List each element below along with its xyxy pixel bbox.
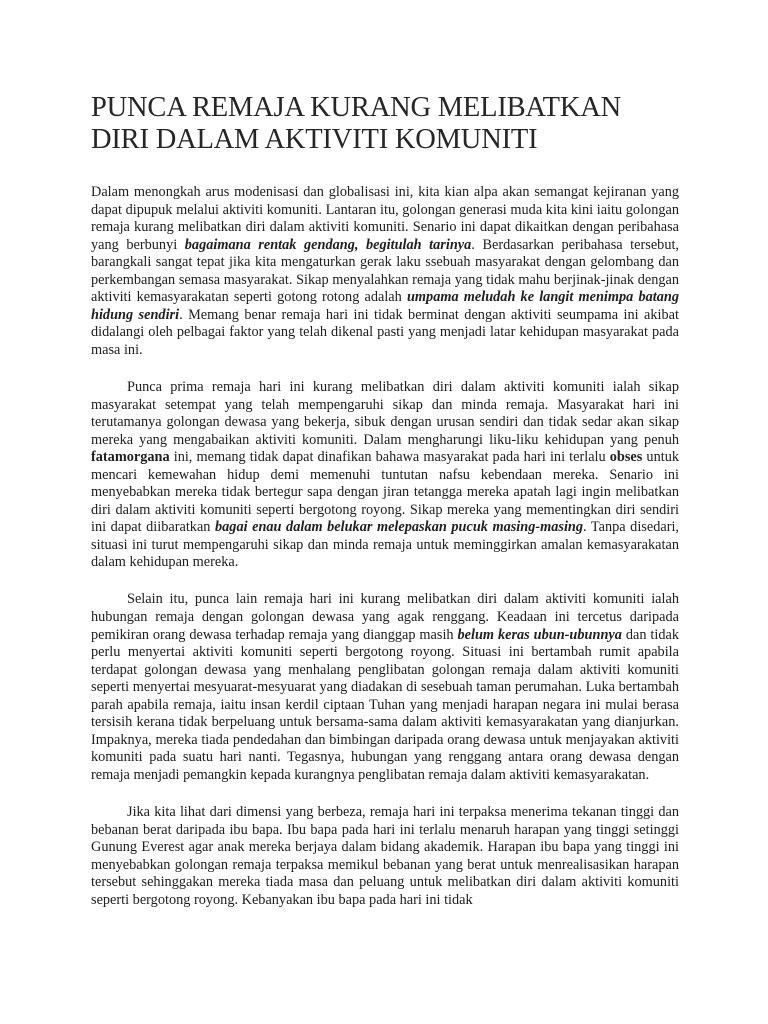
- document-body: [91, 184, 679, 909]
- paragraph-text: Dalam menongkah arus modenisasi dan globalisasi ini, kita kian alpa akan semangat kejiranan yang dapat dipupuk melalui aktiviti komuniti. Lantaran itu, golongan generasi muda kita kini iaitu golongan remaja kurang melibatkan diri dalam aktiviti komuniti. Senario ini dapat dikaitkan dengan peribahasa yang berbunyi: [91, 184, 679, 253]
- paragraph-2: [91, 379, 679, 572]
- paragraph-text: Punca prima remaja hari ini kurang melibatkan diri dalam aktiviti komuniti ialah sikap masyarakat setempat yang telah mempengaruhi sikap dan minda remaja. Masyarakat hari ini terutamanya golongan dewasa yang bekerja, sibuk dengan urusan sendiri dan tidak sedar akan sikap mereka yang mengabaikan aktiviti komuniti. Dalam mengharungi liku-liku kehidupan yang penuh: [91, 378, 679, 448]
- paragraph-text: untuk mencari kemewahan hidup demi memenuhi tuntutan nafsu kebendaan mereka. Senario ini menyebabkan mereka tidak bertegur sapa dengan jiran tetangga mereka apatah lagi ingin melibatkan diri dalam aktiviti komuniti seperti bergotong royong. Sikap mereka yang mementingkan diri sendiri ini dapat diibaratkan: [91, 449, 680, 536]
- peribahasa-emphasis: umpama meludah ke langit menimpa batang hidung sendiri: [91, 289, 679, 323]
- paragraph-text: . Tanpa disedari, situasi ini turut mempengaruhi sikap dan minda remaja untuk meminggirkan amalan kemasyarakatan dalam kehidupan mereka.: [91, 519, 680, 571]
- document-page: [91, 0, 679, 929]
- peribahasa-emphasis: bagaimana rentak gendang, begitulah tarinya: [184, 236, 472, 253]
- peribahasa-emphasis: bagai enau dalam belukar melepaskan pucuk masing-masing: [215, 519, 584, 536]
- paragraph-text: dan tidak perlu menyertai aktiviti komuniti seperti bergotong royong. Situasi ini bertambah rumit apabila terdapat golongan dewasa yang menhalang penglibatan golongan remaja dalam aktiviti komuniti seperti menyertai mesyuarat-mesyuarat yang diadakan di sesebuah taman perumahan. Luka bertambah parah apabila remaja, iaitu insan kerdil ciptaan Tuhan yang menjadi harapan negara ini mulai berasa tersisih kerana tidak berpeluang untuk bersama-sama dalam aktiviti kemasyarakatan yang dianjurkan. Impaknya, mereka tiada pendedahan dan bimbingan daripada orang dewasa untuk menjayakan aktiviti komuniti pada suatu hari nanti. Tegasnya, hubungan yang renggang antara orang dewasa dengan remaja menjadi pemangkin kepada kurangnya penglibatan remaja dalam aktiviti kemasyarakatan.: [91, 626, 679, 783]
- bold-term: obses: [609, 449, 643, 466]
- paragraph-text: Selain itu, punca lain remaja hari ini kurang melibatkan diri dalam aktiviti komuniti ialah hubungan remaja dengan golongan dewasa yang agak renggang. Keadaan ini tercetus daripada pemikiran orang dewasa terhadap remaja yang dianggap masih: [91, 591, 679, 643]
- paragraph-3: [91, 591, 679, 784]
- paragraph-text: Jika kita lihat dari dimensi yang berbeza, remaja hari ini terpaksa menerima tekanan tinggi dan bebanan berat daripada ibu bapa. Ibu bapa pada hari ini terlalu menaruh harapan yang tinggi setinggi Gunung Everest agar anak mereka berjaya dalam bidang akademik. Harapan ibu bapa yang tinggi ini menyebabkan golongan remaja terpaksa memikul bebanan yang berat untuk menrealisasikan harapan tersebut sehinggakan mereka tiada masa dan peluang untuk melibatkan diri dalam aktiviti komuniti seperti bergotong royong. Kebanyakan ibu bapa pada hari ini tidak: [91, 804, 679, 908]
- peribahasa-emphasis: belum keras ubun-ubunnya: [457, 626, 622, 643]
- paragraph-text: . Memang benar remaja hari ini tidak berminat dengan aktiviti seumpama ini akibat didalangi oleh pelbagai faktor yang telah dikenal pasti yang menjadi latar kehidupan masyarakat pada masa ini.: [91, 306, 679, 358]
- paragraph-text: ini, memang tidak dapat dinafikan bahawa masyarakat pada hari ini terlalu: [169, 449, 610, 466]
- paragraph-1: [91, 184, 679, 359]
- document-title: PUNCA REMAJA KURANG MELIBATKAN DIRI DALAM AKTIVITI KOMUNITI: [91, 92, 622, 155]
- paragraph-text: . Berdasarkan peribahasa tersebut, barangkali sangat tepat jika kita mengaturkan gerak laku ssebuah masyarakat dengan gelombang dan perkembangan semasa masyarakat. Sikap menyalahkan remaja yang tidak mahu berjinak-jinak dengan aktiviti kemasyarakatan seperti gotong rotong adalah: [91, 236, 680, 306]
- bold-term: fatamorgana: [91, 449, 170, 466]
- paragraph-4: [91, 804, 679, 909]
